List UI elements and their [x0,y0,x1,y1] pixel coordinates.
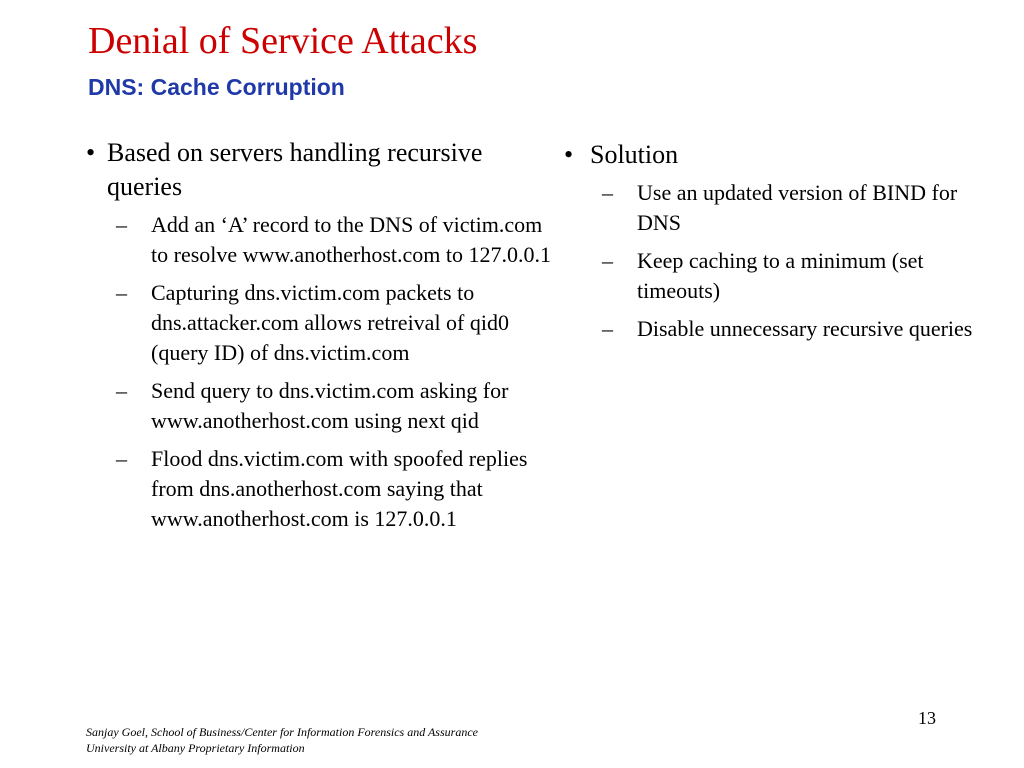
right-column [564,138,984,352]
sub-bullet-text: Capturing dns.victim.com packets to dns.attacker.com allows retreival of qid0 (query ID) of dns.victim.com [151,280,509,365]
dash-mark: – [116,446,127,471]
bullet-mark: • [564,140,574,169]
footer [86,724,478,756]
footer-line-2: University at Albany Proprietary Information [86,741,305,755]
sub-bullet-text: Disable unnecessary recursive queries [637,316,973,341]
solution-bullet-text: Solution [590,140,679,169]
footer-line-1: Sanjay Goel, School of Business/Center for Information Forensics and Assurance [86,725,478,739]
slide-title: Denial of Service Attacks [88,20,478,62]
sub-bullet [564,314,984,344]
sub-bullet [86,210,556,270]
page-number: 13 [918,708,936,728]
sub-bullet-text: Send query to dns.victim.com asking for www.anotherhost.com using next qid [151,378,509,433]
sub-bullet [564,178,984,238]
sub-bullet [86,376,556,436]
sub-bullet-text: Add an ‘A’ record to the DNS of victim.com to resolve www.anotherhost.com to 127.0.0.1 [151,212,552,267]
sub-bullet [86,444,556,534]
dash-mark: – [602,180,613,205]
dash-mark: – [602,316,613,341]
main-bullet-text: Based on servers handling recursive queries [107,138,483,201]
dash-mark: – [602,248,613,273]
sub-bullet-text: Keep caching to a minimum (set timeouts) [637,248,924,303]
solution-bullet [564,138,984,172]
left-column [86,136,556,542]
main-bullet [86,136,556,204]
sub-bullet-text: Flood dns.victim.com with spoofed replies from dns.anotherhost.com saying that www.anotherhost.com is 127.0.0.1 [151,446,528,531]
dash-mark: – [116,280,127,305]
sub-bullet-text: Use an updated version of BIND for DNS [637,180,958,235]
bullet-mark: • [86,138,96,167]
dash-mark: – [116,378,127,403]
dash-mark: – [116,212,127,237]
slide-subtitle: DNS: Cache Corruption [88,74,345,100]
sub-bullet [86,278,556,368]
sub-bullet [564,246,984,306]
